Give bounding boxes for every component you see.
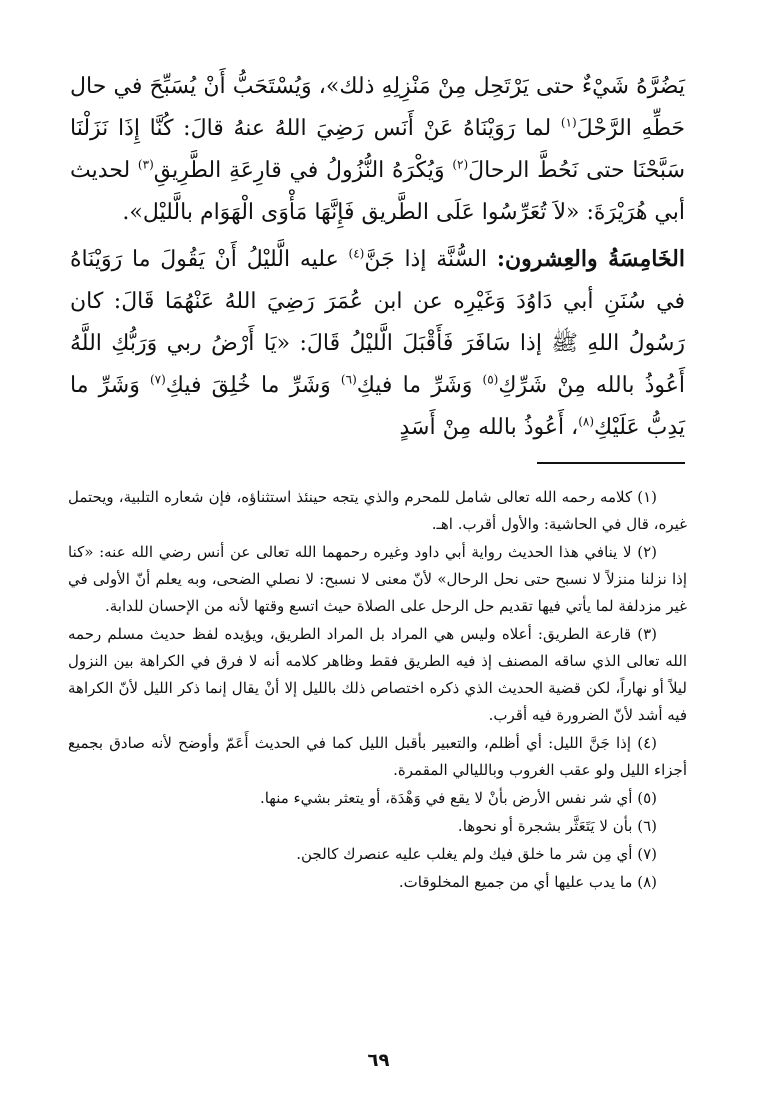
footnote-ref-5: (٥) [482, 372, 499, 387]
main-text [70, 66, 685, 449]
text-segment: ، أَعُوذُ بالله مِنْ أَسَدٍ [399, 415, 579, 440]
footnote-ref-6: (٦) [340, 372, 357, 387]
footnote-ref-3: (٣) [137, 157, 154, 172]
paragraph-travel-etiquette [70, 66, 685, 234]
footnote-7: (٧) أي مِن شر ما خلق فيك ولم يغلب عليه عنصرك كالجن. [296, 845, 657, 863]
text-segment: عليه الَّليْلُ أَنْ يَقُولَ ما رَوَيْنَاهُ في سُنَنِ أبي دَاوُدَ وَغَيْرِه عن ابن عُمَرَ رَضِيَ اللهُ عَنْهُمَا قَالَ: كان رَسُولُ اللهِ ﷺ إذا سَافَرَ فَأَقْبَلَ الَّليْلُ قَالَ: «يَا أَرْضُ ربي وَرَبُّكِ اللَّهُ أَعُوذُ بالله مِنْ شَرِّكِ [70, 247, 685, 398]
footnote-divider [537, 462, 685, 464]
footnotes [68, 484, 687, 897]
footnote-6: (٦) بأن لا يَتَعَثَّر بشجرة أو نحوها. [457, 817, 657, 835]
footnote-ref-8: (٨) [578, 414, 595, 429]
footnote-2: (٢) لا ينافي هذا الحديث رواية أبي داود وغيره رحمهما الله تعالى عن أنس رضي الله عنه: «كنا إذا نزلنا منزلاً لا نسبح حتى نحل الرحال» لأنّ معنى لا نسبح: لا نصلي الضحى، وبه يعلم أنّ الأولى في غير مزدلفة لما يأتي فيها تقديم حل الرحل على الصلاة حيث اتسع وقتها لأنه من الإحسان للدابة. [68, 543, 687, 615]
footnote-ref-7: (٧) [149, 372, 166, 387]
footnote-3: (٣) قارعة الطريق: أعلاه وليس هي المراد بل المراد الطريق، ويؤيده لفظ حديث مسلم رحمه الله تعالى الذي ساقه المصنف إذ فيه الطريق فقط وظاهر كلامه أنه لا فرق في الكراهة بين النزول ليلاً أو نهاراً، لكن قضية الحديث الذي ذكره اختصاص ذلك بالليل إلا أنْ يقال إنما ذكر الليل لأنّ الكراهة فيه أشد لأنّ الضرورة فيه أقرب. [68, 625, 687, 724]
footnote-4: (٤) إذا جَنَّ الليل: أي أظلم، والتعبير بأقبل الليل كما في الحديث أَعَمّ وأوضح لأنه صادق بجميع أجزاء الليل ولو عقب الغروب وبالليالي المقمرة. [68, 734, 687, 779]
text-segment: يَضُرَّهُ شَيْءٌ حتى يَرْتَحِل مِنْ مَنْزِلِهِ ذلك»، وَيُسْتَحَبُّ أَنْ يُسَبِّحَ في حال حَطِّهِ الرَّحْلَ [70, 74, 685, 141]
text-segment: وَيُكْرَهُ النُّزُولُ في قارِعَةِ الطَّرِيقِ [153, 158, 453, 183]
page-number: ٦٩ [367, 1050, 390, 1071]
text-segment: السُّنَّة إذا جَنَّ [364, 247, 497, 272]
footnote-ref-1: (١) [560, 115, 577, 130]
paragraph-twenty-fifth [70, 238, 685, 449]
footnote-ref-4: (٤) [348, 246, 365, 261]
text-segment: وَشَرِّ ما فيكِ [356, 373, 483, 398]
text-segment: لما رَوَيْنَاهُ عَنْ أَنَس رَضِيَ اللهُ عنهُ قالَ: كُنَّا إِذَا نَزَلْنَا سَبَّحْنَا حتى نَحُطَّ الرحالَ [70, 116, 685, 183]
footnote-8: (٨) ما يدب عليها أي من جميع المخلوقات. [398, 873, 657, 891]
footnote-1: (١) كلامه رحمه الله تعالى شامل للمحرم والذي يتجه حينئذ استثناؤه، فإن شعاره التلبية، ويحتمل غيره، قال في الحاشية: والأول أقرب. اهـ. [68, 488, 687, 533]
footnote-ref-2: (٢) [452, 157, 469, 172]
section-heading: الخَامِسَةُ والعِشرون: [496, 246, 685, 272]
text-segment: وَشَرِّ ما يَدِبُّ عَلَيْكِ [70, 373, 685, 440]
footnote-5: (٥) أي شر نفس الأرض بأنْ لا يقع في وَهْدَة، أو يتعثر بشيء منها. [259, 789, 657, 807]
text-segment: وَشَرِّ ما خُلِقَ فيكِ [165, 373, 341, 398]
text-segment: لحديث أبي هُرَيْرَةَ: «لاَ تُعَرِّسُوا عَلَى الطَّريق فَإِنَّهَا مَأْوَى الْهَوَام بالَّليْل». [70, 158, 685, 225]
